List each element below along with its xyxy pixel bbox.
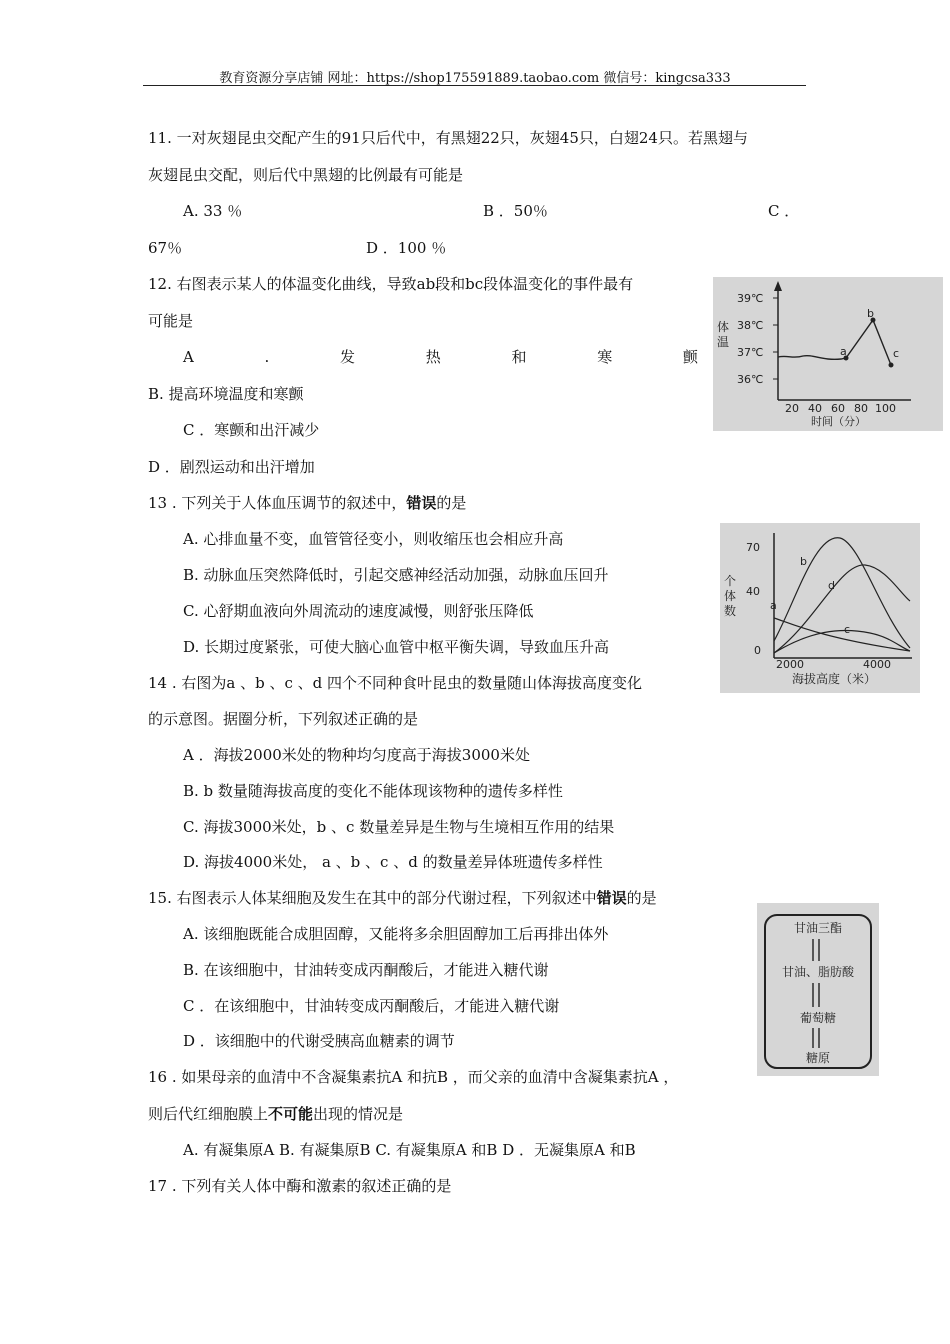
- cell-triglyceride: 甘油三酯: [793, 921, 843, 935]
- q14-option-d: D. 海拔4000米处， a 、b 、c 、d 的数量差异体班遗传多样性: [183, 853, 603, 871]
- cell-metabolism-figure: [757, 903, 879, 1076]
- temp-xtick: 20: [785, 402, 799, 415]
- temp-ytick: 37℃: [737, 346, 764, 359]
- q12-option-a-char: 发: [340, 348, 356, 366]
- cell-glycerol-fatty-acid: 甘油、脂肪酸: [781, 965, 855, 979]
- insect-ytick: 40: [746, 585, 760, 598]
- temp-y-arrow: [774, 281, 782, 291]
- q14-option-b: B. b 数量随海拔高度的变化不能体现该物种的遗传多样性: [183, 782, 563, 800]
- q15-option-c: C ．在该细胞中，甘油转变成丙酮酸后，才能进入糖代谢: [183, 997, 560, 1015]
- temp-xlabel: 时间（分）: [811, 415, 866, 428]
- q13-option-c: C. 心舒期血液向外周流动的速度减慢，则舒张压降低: [183, 602, 534, 620]
- insect-xtick: 4000: [863, 658, 891, 671]
- q16-emphasis: 不可能: [268, 1105, 314, 1123]
- insect-ylabel-2: 体: [724, 589, 737, 603]
- q11-option-c-value: 67％: [148, 239, 183, 257]
- temp-xtick: 40: [808, 402, 822, 415]
- q14-line1: 14 . 右图为a 、b 、c 、d 四个不同种食叶昆虫的数量随山体海拔高度变化: [148, 674, 643, 692]
- q12-line1: 12. 右图表示某人的体温变化曲线，导致ab段和bc段体温变化的事件最有: [148, 275, 634, 293]
- q15-option-d: D ．该细胞中的代谢受胰高血糖素的调节: [183, 1032, 455, 1050]
- q14-line2: 的示意图。据圈分析，下列叙述正确的是: [148, 710, 419, 728]
- insect-label-c: c: [844, 623, 851, 636]
- q11-option-a: A. 33 ％: [183, 202, 243, 220]
- insect-altitude-figure: [720, 523, 920, 693]
- insect-xtick: 2000: [776, 658, 804, 671]
- q11-line2: 灰翅昆虫交配，则后代中黑翅的比例最有可能是: [148, 166, 464, 184]
- insect-ytick: 70: [746, 541, 760, 554]
- q12-option-a-char: A: [183, 348, 194, 366]
- q15-option-b: B. 在该细胞中，甘油转变成丙酮酸后，才能进入糖代谢: [183, 961, 549, 979]
- q14-option-c: C. 海拔3000米处，b 、c 数量差异是生物与生境相互作用的结果: [183, 818, 615, 836]
- q13-stem: 13 . 下列关于人体血压调节的叙述中，错误的是: [148, 494, 467, 512]
- q12-option-a-char: 和: [511, 348, 527, 366]
- q11-option-b: B ．50％: [483, 202, 548, 220]
- q15-option-a: A. 该细胞既能合成胆固醇，又能将多余胆固醇加工后再排出体外: [183, 925, 609, 943]
- q14-option-a: A ．海拔2000米处的物种均匀度高于海拔3000米处: [183, 746, 530, 764]
- insect-label-b: b: [800, 555, 807, 568]
- temp-ylabel-2: 温: [717, 335, 730, 349]
- q13-option-b: B. 动脉血压突然降低时，引起交感神经活动加强，动脉血压回升: [183, 566, 609, 584]
- q15-emphasis: 错误: [596, 889, 627, 907]
- header-rule: [143, 85, 806, 86]
- q15-stem: 15. 右图表示人体某细胞及发生在其中的部分代谢过程，下列叙述中错误的是: [148, 889, 657, 907]
- q12-option-c: C ．寒颤和出汗减少: [183, 421, 320, 439]
- temp-point-c: [889, 363, 894, 368]
- insect-curve-b: [774, 538, 910, 648]
- q12-option-b: B. 提高环境温度和寒颤: [148, 385, 304, 403]
- temp-xtick: 60: [831, 402, 845, 415]
- insect-label-a: a: [770, 599, 777, 612]
- q11-line1: 11. 一对灰翅昆虫交配产生的91只后代中，有黑翅22只，灰翅45只，白翅24只。若黑翅与: [148, 129, 748, 147]
- insect-label-d: d: [828, 579, 835, 592]
- q12-option-a-char: 颤: [682, 348, 698, 366]
- q12-line2: 可能是: [148, 312, 194, 330]
- q11-option-c: C ．: [768, 202, 800, 220]
- body-temperature-figure: [713, 277, 943, 431]
- cell-glycogen: 糖原: [805, 1051, 831, 1065]
- insect-ylabel-3: 数: [724, 604, 737, 618]
- page-header: 教育资源分享店铺 网址：https://shop175591889.taobao.com 微信号：kingcsa333: [219, 71, 731, 86]
- q12-option-d: D ．剧烈运动和出汗增加: [148, 458, 315, 476]
- temp-ytick: 36℃: [737, 373, 764, 386]
- q12-option-a: [183, 347, 698, 367]
- temp-ytick: 38℃: [737, 319, 764, 332]
- q12-option-a-char: 寒: [597, 348, 613, 366]
- temp-xtick: 100: [875, 402, 896, 415]
- insect-xlabel: 海拔高度（米）: [792, 672, 877, 686]
- q13-emphasis: 错误: [406, 494, 437, 512]
- temp-curve: [778, 320, 891, 365]
- cell-outline: [765, 915, 871, 1068]
- temp-label-c: c: [893, 347, 900, 360]
- temp-label-a: a: [840, 345, 847, 358]
- q13-option-d: D. 长期过度紧张，可使大脑心血管中枢平衡失调，导致血压升高: [183, 638, 610, 656]
- temp-xtick: 80: [854, 402, 868, 415]
- q13-option-a: A. 心排血量不变，血管管径变小，则收缩压也会相应升高: [183, 530, 564, 548]
- q16-line1: 16 . 如果母亲的血清中不含凝集素抗A 和抗B ，而父亲的血清中含凝集素抗A ，: [148, 1068, 679, 1086]
- q12-option-a-char: .: [264, 348, 270, 366]
- insect-ytick: 0: [754, 644, 761, 657]
- temp-ytick: 39℃: [737, 292, 764, 305]
- insect-ylabel-1: 个: [724, 574, 737, 588]
- q12-option-a-char: 热: [425, 348, 441, 366]
- temp-ylabel-1: 体: [717, 320, 730, 334]
- cell-glucose: 葡萄糖: [799, 1011, 837, 1025]
- q16-line2: 则后代红细胞膜上不可能出现的情况是: [148, 1105, 404, 1123]
- q16-options: A. 有凝集原A B. 有凝集原B C. 有凝集原A 和B D ．无凝集原A 和B: [183, 1141, 636, 1159]
- q11-option-d: D ．100 ％: [366, 239, 447, 257]
- q17-stem: 17 . 下列有关人体中酶和激素的叙述正确的是: [148, 1177, 452, 1195]
- temp-label-b: b: [867, 307, 874, 320]
